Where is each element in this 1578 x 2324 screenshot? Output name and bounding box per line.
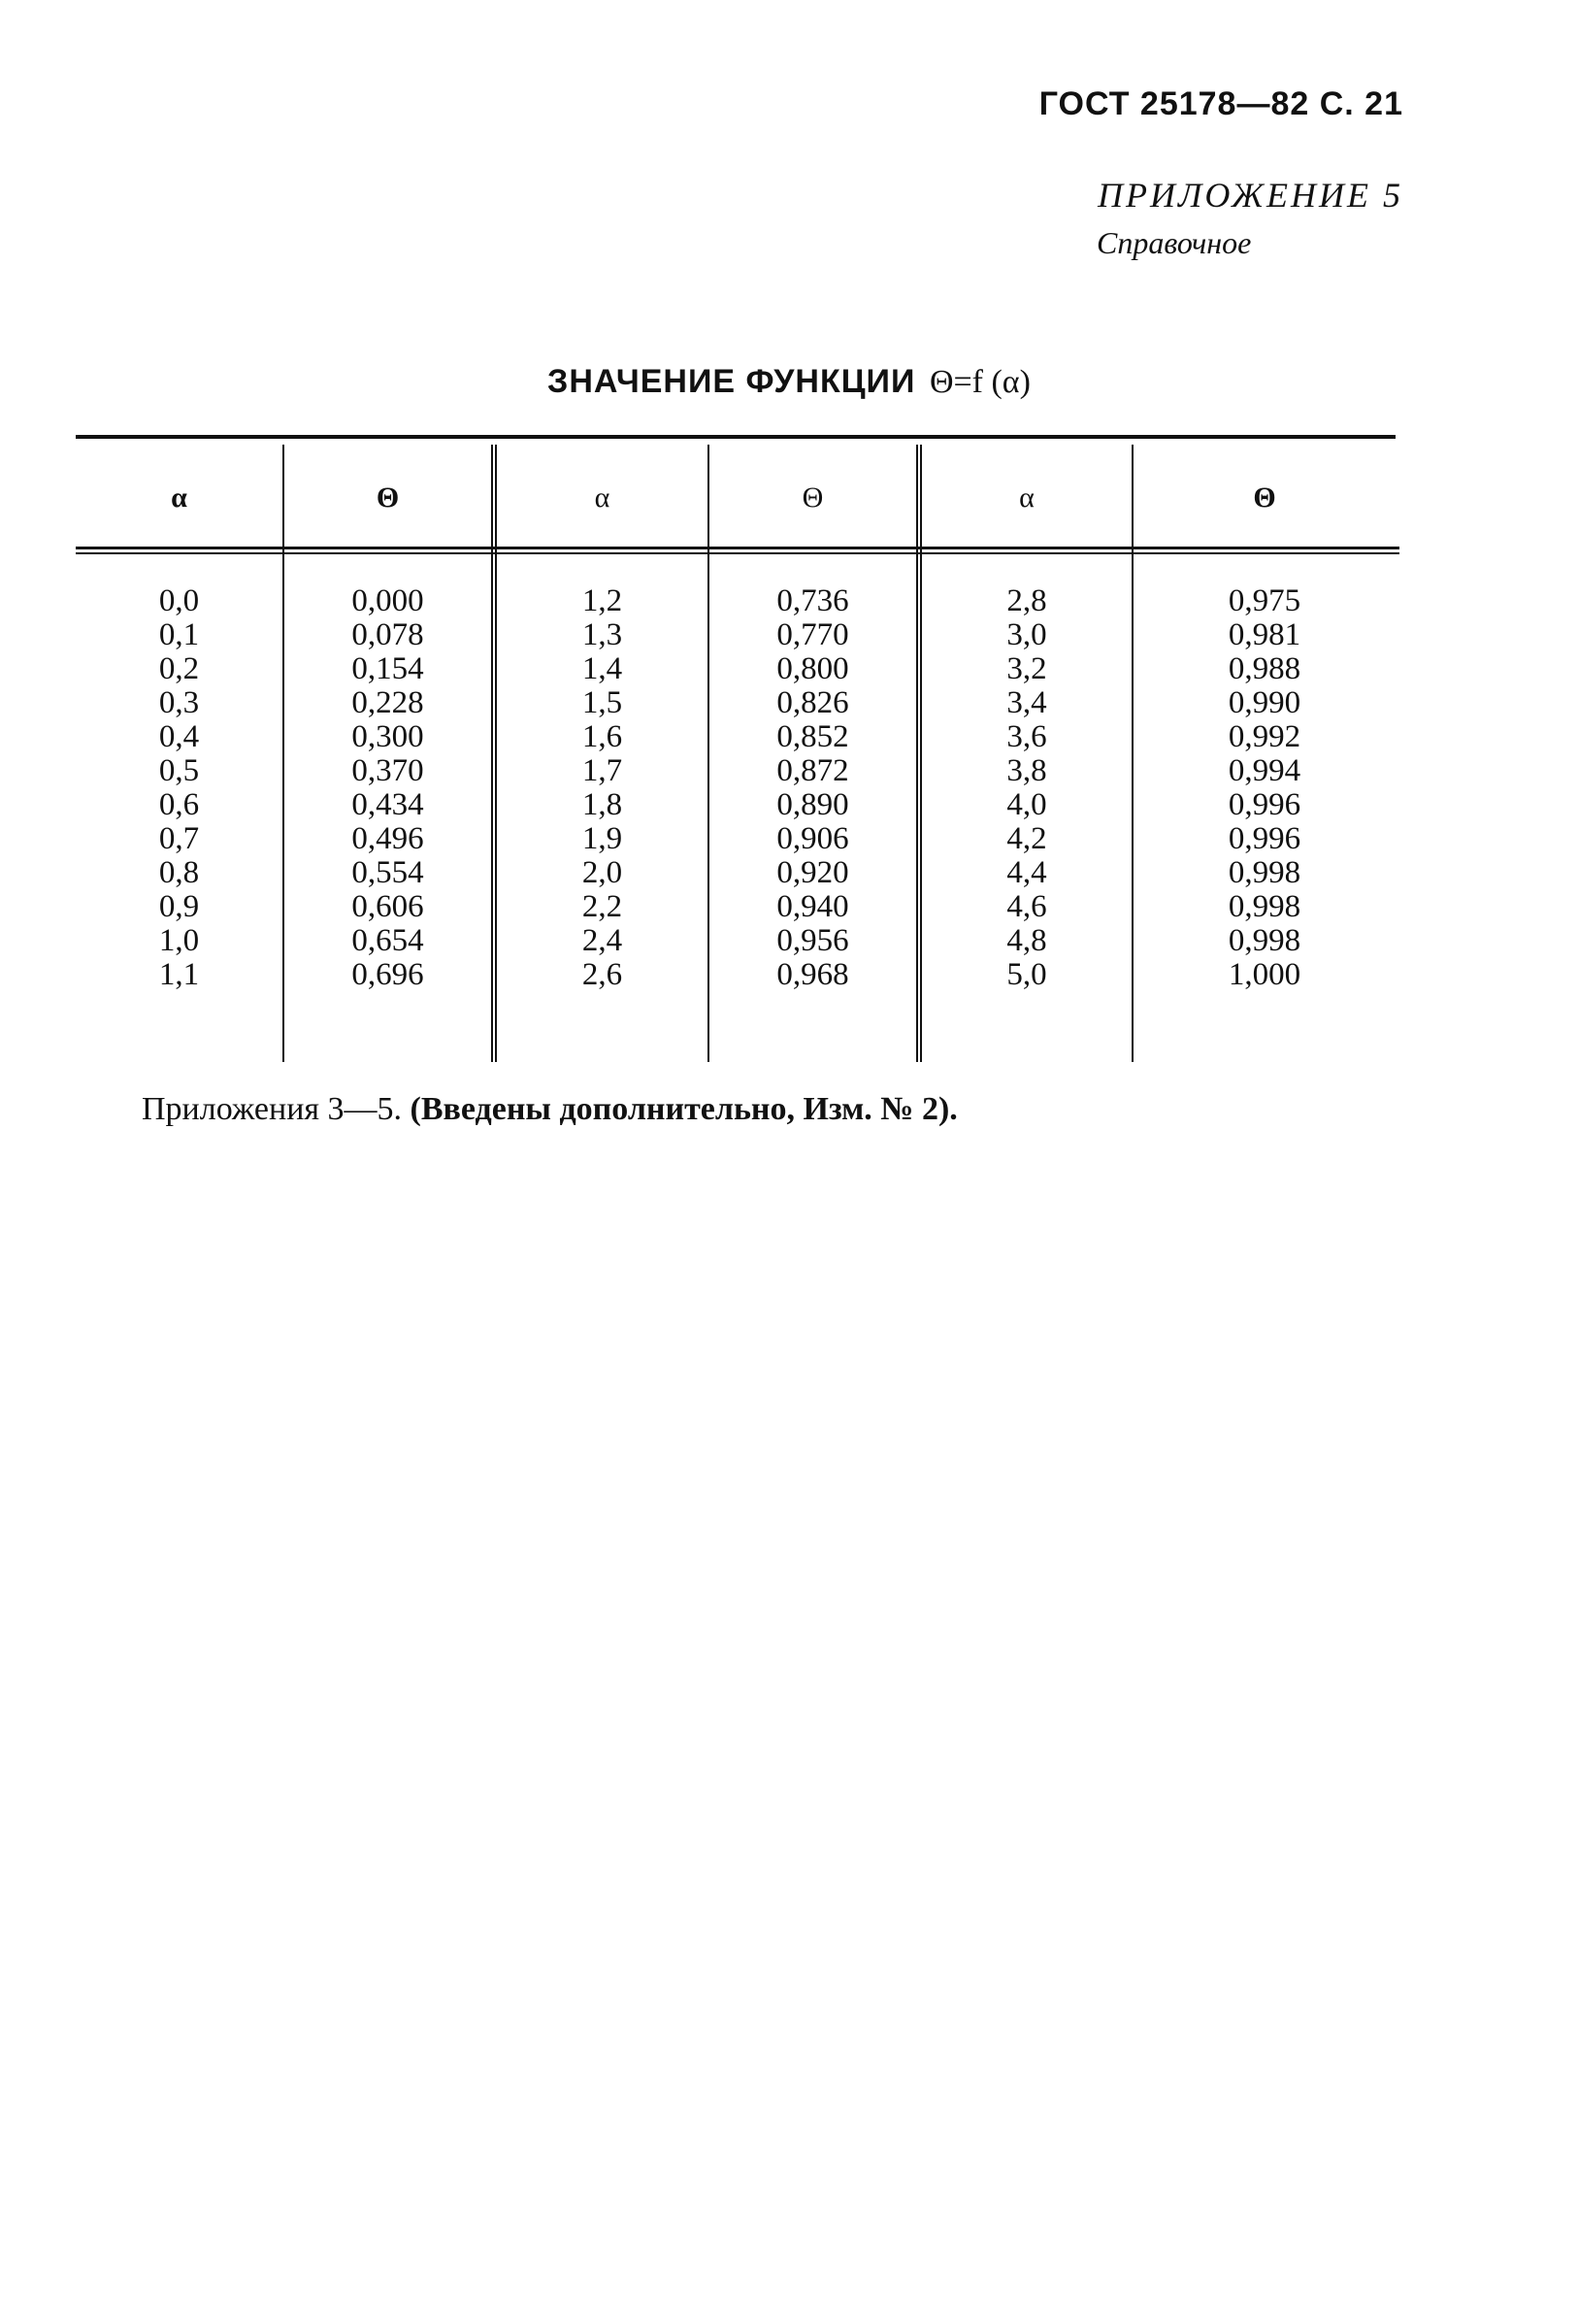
- table-cell: 0,5: [158, 753, 200, 788]
- table-cell: 0,826: [776, 685, 849, 720]
- table-cell: 0,228: [351, 685, 424, 720]
- table-cell: 4,8: [1006, 923, 1047, 958]
- table-cell: 4,6: [1006, 889, 1047, 924]
- table-cell: 1,4: [581, 651, 623, 686]
- column-header-alpha: α: [171, 481, 187, 514]
- table-cell: 0,6: [158, 787, 200, 822]
- table-cell: 0,992: [1228, 719, 1301, 754]
- table-cell: 2,6: [581, 957, 623, 992]
- amendment-note-bold: (Введены дополнительно, Изм. № 2).: [410, 1091, 958, 1127]
- table-cell: 0,7: [158, 821, 200, 856]
- table-cell: 0,8: [158, 855, 200, 890]
- table-title: [0, 363, 1578, 401]
- column-values: [76, 584, 282, 992]
- table-cell: 0,890: [776, 787, 849, 822]
- column-header-alpha: α: [1019, 481, 1035, 514]
- table-cell: 1,6: [581, 719, 623, 754]
- table-cell: 0,981: [1228, 617, 1301, 652]
- table-cell: 4,4: [1006, 855, 1047, 890]
- table-cell: 2,0: [581, 855, 623, 890]
- table-cell: 3,2: [1006, 651, 1047, 686]
- table-cell: 0,696: [351, 957, 424, 992]
- table-cell: 0,434: [351, 787, 424, 822]
- table-cell: 3,4: [1006, 685, 1047, 720]
- table-cell: 1,7: [581, 753, 623, 788]
- table-cell: 2,8: [1006, 583, 1047, 618]
- column-values: [497, 584, 707, 992]
- table-cell: 0,988: [1228, 651, 1301, 686]
- table-cell: 0,920: [776, 855, 849, 890]
- table-cell: 0,975: [1228, 583, 1301, 618]
- table-cell: 0,370: [351, 753, 424, 788]
- table-cell: 0,940: [776, 889, 849, 924]
- table-cell: 0,554: [351, 855, 424, 890]
- table-cell: 4,0: [1006, 787, 1047, 822]
- function-table: [76, 435, 1396, 1062]
- table-cell: 2,4: [581, 923, 623, 958]
- table-cell: 2,2: [581, 889, 623, 924]
- table-cell: 0,998: [1228, 855, 1301, 890]
- table-cell: 4,2: [1006, 821, 1047, 856]
- table-cell: 0,998: [1228, 923, 1301, 958]
- table-cell: 1,5: [581, 685, 623, 720]
- table-cell: 3,6: [1006, 719, 1047, 754]
- table-cell: 0,990: [1228, 685, 1301, 720]
- table-column-theta-1: [284, 435, 491, 1062]
- table-cell: 0,154: [351, 651, 424, 686]
- table-cell: 0,852: [776, 719, 849, 754]
- amendment-note: [142, 1091, 958, 1128]
- table-cell: 0,1: [158, 617, 200, 652]
- table-cell: 5,0: [1006, 957, 1047, 992]
- table-column-alpha-3: [922, 435, 1132, 1062]
- table-cell: 0,906: [776, 821, 849, 856]
- table-cell: 0,956: [776, 923, 849, 958]
- table-cell: 1,3: [581, 617, 623, 652]
- table-cell: 3,0: [1006, 617, 1047, 652]
- table-cell: 0,078: [351, 617, 424, 652]
- table-cell: 1,0: [158, 923, 200, 958]
- column-values: [1134, 584, 1396, 992]
- table-cell: 1,2: [581, 583, 623, 618]
- column-header-alpha: α: [594, 481, 610, 514]
- table-cell: 0,000: [351, 583, 424, 618]
- table-cell: 0,800: [776, 651, 849, 686]
- column-header-theta: Θ: [802, 481, 824, 514]
- table-column-theta-2: [709, 435, 916, 1062]
- table-cell: 0,0: [158, 583, 200, 618]
- column-values: [709, 584, 916, 992]
- table-cell: 0,770: [776, 617, 849, 652]
- column-values: [284, 584, 491, 992]
- column-values: [922, 584, 1132, 992]
- column-header-theta: Θ: [1253, 481, 1276, 514]
- column-header-theta: Θ: [376, 481, 400, 514]
- table-cell: 0,968: [776, 957, 849, 992]
- appendix-subtitle: Справочное: [1097, 225, 1252, 260]
- table-cell: 0,9: [158, 889, 200, 924]
- table-column-theta-3: [1134, 435, 1396, 1062]
- table-cell: 0,2: [158, 651, 200, 686]
- table-cell: 0,4: [158, 719, 200, 754]
- table-cell: 0,996: [1228, 787, 1301, 822]
- table-cell: 1,1: [158, 957, 200, 992]
- table-cell: 1,8: [581, 787, 623, 822]
- table-cell: 3,8: [1006, 753, 1047, 788]
- table-cell: 0,998: [1228, 889, 1301, 924]
- appendix-title: ПРИЛОЖЕНИЕ 5: [1098, 176, 1403, 215]
- amendment-note-prefix: Приложения 3—5.: [142, 1091, 403, 1127]
- table-title-text: ЗНАЧЕНИЕ ФУНКЦИИ: [547, 363, 916, 400]
- table-cell: 0,606: [351, 889, 424, 924]
- table-cell: 0,994: [1228, 753, 1301, 788]
- table-cell: 0,300: [351, 719, 424, 754]
- table-title-formula: Θ=f (α): [929, 364, 1031, 400]
- table-cell: 0,996: [1228, 821, 1301, 856]
- table-cell: 0,654: [351, 923, 424, 958]
- document-code: ГОСТ 25178—82 С. 21: [1038, 85, 1403, 122]
- table-cell: 1,000: [1228, 957, 1301, 992]
- table-column-alpha-1: [76, 435, 282, 1062]
- table-cell: 0,496: [351, 821, 424, 856]
- table-cell: 0,872: [776, 753, 849, 788]
- table-cell: 0,3: [158, 685, 200, 720]
- table-column-alpha-2: [497, 435, 707, 1062]
- table-cell: 1,9: [581, 821, 623, 856]
- table-cell: 0,736: [776, 583, 849, 618]
